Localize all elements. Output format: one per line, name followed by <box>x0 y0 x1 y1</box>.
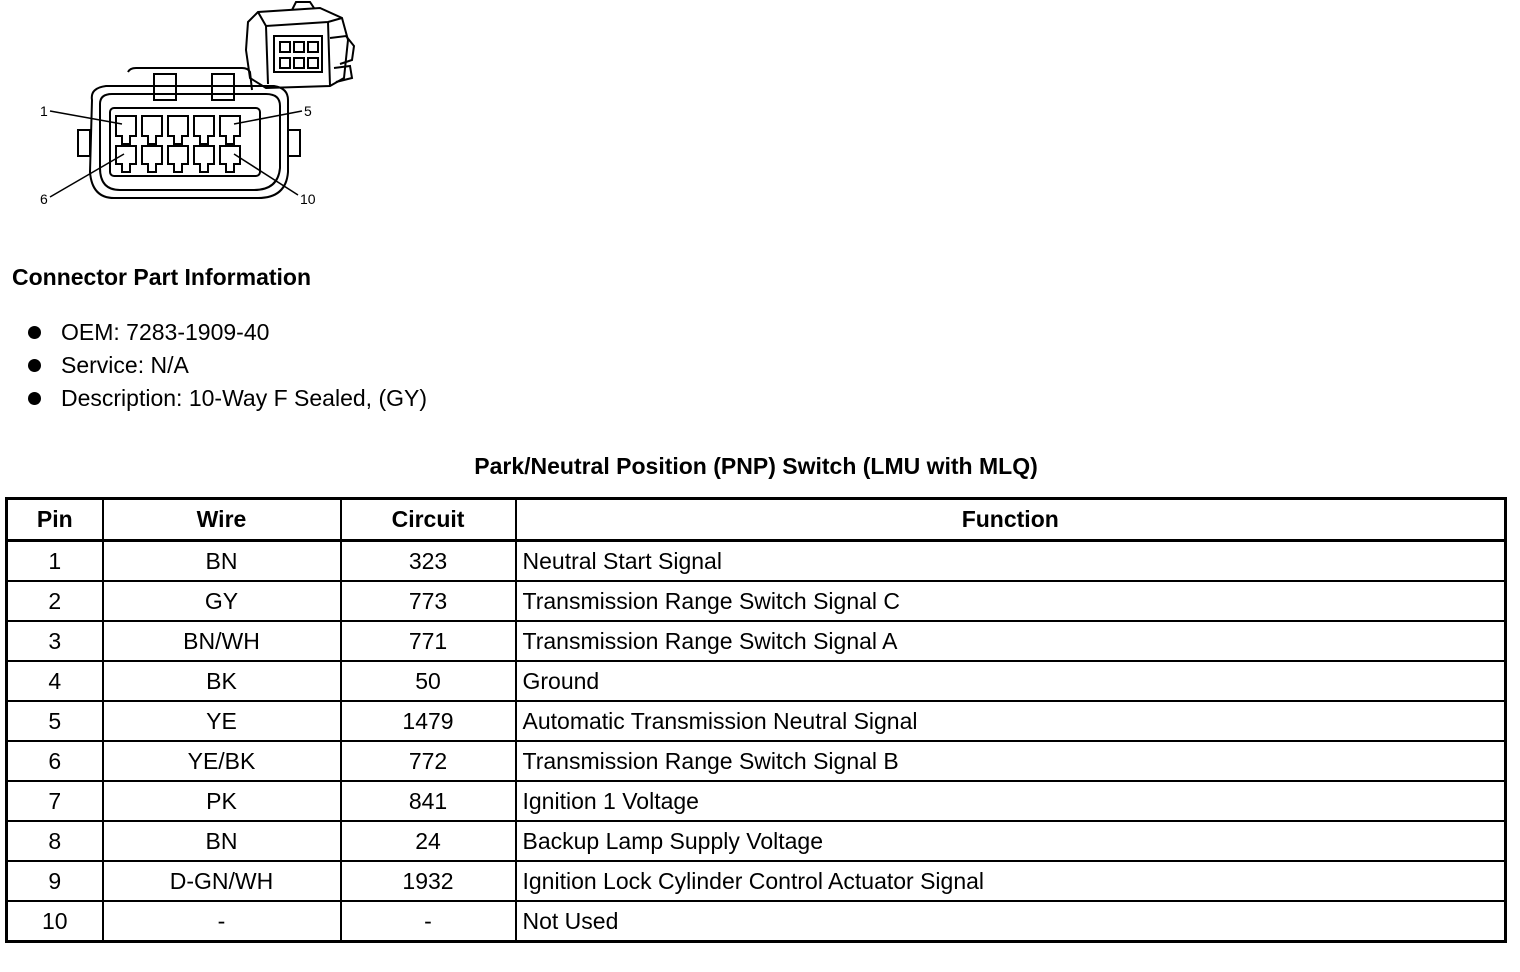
cell-pin: 4 <box>7 661 103 701</box>
table-header-row <box>7 499 1506 541</box>
cell-circuit: 1479 <box>341 701 516 741</box>
cell-function: Not Used <box>516 901 1506 942</box>
bullet-icon <box>28 359 41 372</box>
cell-wire: YE/BK <box>103 741 341 781</box>
cell-function: Ignition Lock Cylinder Control Actuator Signal <box>516 861 1506 901</box>
connector-3d-sketch <box>246 2 354 88</box>
description-text: Description: 10-Way F Sealed, (GY) <box>61 385 427 411</box>
cell-pin: 8 <box>7 821 103 861</box>
connector-info-title: Connector Part Information <box>12 264 312 290</box>
connector-info-list <box>28 316 427 415</box>
pinout-table <box>5 497 1507 943</box>
header-function: Function <box>516 499 1506 541</box>
cell-wire: - <box>103 901 341 942</box>
cell-function: Ground <box>516 661 1506 701</box>
cell-circuit: 841 <box>341 781 516 821</box>
cell-wire: D-GN/WH <box>103 861 341 901</box>
bullet-icon <box>28 326 41 339</box>
pin-callout-5: 5 <box>304 103 312 119</box>
table-row <box>7 741 1506 781</box>
table-row <box>7 781 1506 821</box>
cell-wire: BK <box>103 661 341 701</box>
header-wire: Wire <box>103 499 341 541</box>
table-row <box>7 581 1506 621</box>
cell-circuit: 772 <box>341 741 516 781</box>
connector-info-item <box>28 382 427 415</box>
cell-pin: 6 <box>7 741 103 781</box>
oem-text: OEM: 7283-1909-40 <box>61 319 270 345</box>
cell-circuit: 771 <box>341 621 516 661</box>
table-title: Park/Neutral Position (PNP) Switch (LMU with MLQ) <box>474 453 1038 479</box>
cell-function: Ignition 1 Voltage <box>516 781 1506 821</box>
connector-diagram <box>30 0 370 215</box>
cell-function: Transmission Range Switch Signal C <box>516 581 1506 621</box>
cell-function: Transmission Range Switch Signal A <box>516 621 1506 661</box>
cell-pin: 2 <box>7 581 103 621</box>
cell-circuit: 773 <box>341 581 516 621</box>
connector-info-item <box>28 349 427 382</box>
table-row <box>7 901 1506 942</box>
cell-wire: BN/WH <box>103 621 341 661</box>
cell-pin: 9 <box>7 861 103 901</box>
cell-pin: 3 <box>7 621 103 661</box>
table-row <box>7 621 1506 661</box>
cell-wire: BN <box>103 541 341 582</box>
table-row <box>7 661 1506 701</box>
pin-callout-6: 6 <box>40 191 48 207</box>
cell-function: Transmission Range Switch Signal B <box>516 741 1506 781</box>
header-pin: Pin <box>7 499 103 541</box>
service-text: Service: N/A <box>61 352 189 378</box>
cell-pin: 7 <box>7 781 103 821</box>
cell-function: Neutral Start Signal <box>516 541 1506 582</box>
cell-pin: 5 <box>7 701 103 741</box>
pin-callout-1: 1 <box>40 103 48 119</box>
cell-circuit: 50 <box>341 661 516 701</box>
cell-circuit: 323 <box>341 541 516 582</box>
pin-callout-10: 10 <box>300 191 316 207</box>
bullet-icon <box>28 392 41 405</box>
header-circuit: Circuit <box>341 499 516 541</box>
cell-function: Backup Lamp Supply Voltage <box>516 821 1506 861</box>
connector-info-item <box>28 316 427 349</box>
cell-circuit: - <box>341 901 516 942</box>
cell-wire: BN <box>103 821 341 861</box>
cell-function: Automatic Transmission Neutral Signal <box>516 701 1506 741</box>
table-row <box>7 861 1506 901</box>
cell-pin: 1 <box>7 541 103 582</box>
cell-circuit: 1932 <box>341 861 516 901</box>
cell-wire: GY <box>103 581 341 621</box>
table-row <box>7 821 1506 861</box>
cell-wire: YE <box>103 701 341 741</box>
cell-pin: 10 <box>7 901 103 942</box>
pin-leader-lines <box>50 111 302 197</box>
table-row <box>7 541 1506 582</box>
cell-circuit: 24 <box>341 821 516 861</box>
cell-wire: PK <box>103 781 341 821</box>
table-row <box>7 701 1506 741</box>
